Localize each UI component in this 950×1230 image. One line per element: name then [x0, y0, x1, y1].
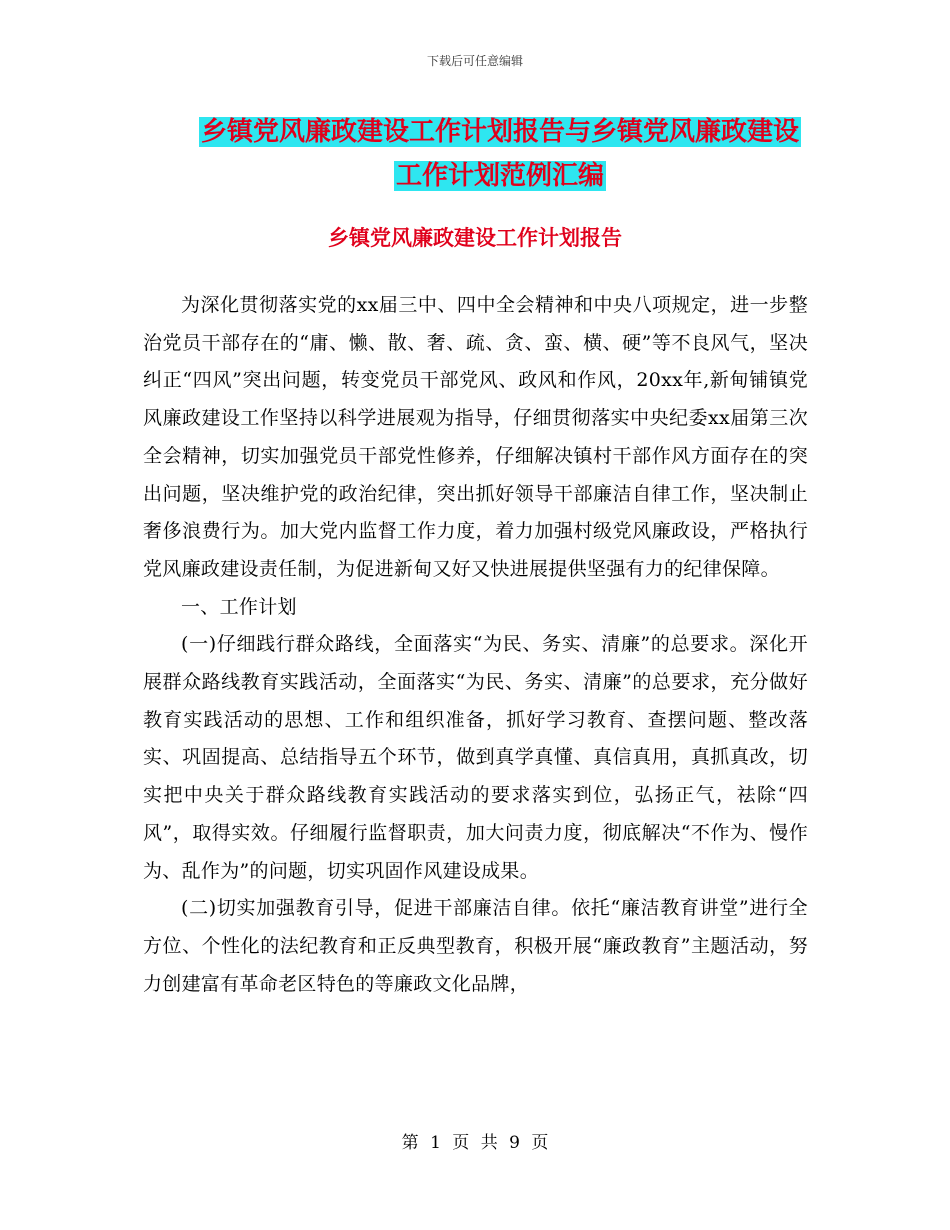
document-body	[143, 287, 808, 1003]
heading-work-plan: 一、工作计划	[181, 595, 297, 618]
section-title: 乡镇党风廉政建设工作计划报告	[328, 225, 622, 250]
paragraph-intro: 为深化贯彻落实党的xx届三中、四中全会精神和中央八项规定，进一步整治党员干部存在的“庸、懒、散、奢、疏、贪、蛮、横、硬”等不良风气，坚决纠正“四风”突出问题，转变党员干部党风、政风和作风，20xx年,新甸铺镇党风廉政建设工作坚持以科学进展观为指导，仔细贯彻落实中央纪委xx届第三次全会精神，切实加强党员干部党性修养，仔细解决镇村干部作风方面存在的突出问题，坚决维护党的政治纪律，突出抓好领导干部廉洁自律工作，坚决制止奢侈浪费行为。加大党内监督工作力度，着力加强村级党风廉政设，严格执行党风廉政建设责任制，为促进新甸又好又快进展提供坚强有力的纪律保障。	[143, 294, 808, 580]
document-title-line-2: 工作计划范例汇编	[395, 161, 604, 191]
document-title	[190, 110, 810, 198]
paragraph-item-1: (一)仔细践行群众路线，全面落实“为民、务实、清廉”的总要求。深化开展群众路线教育实践活动，全面落实“为民、务实、清廉”的总要求，充分做好教育实践活动的思想、工作和组织准备，抓好学习教育、查摆问题、整改落实、巩固提高、总结指导五个环节，做到真学真懂、真信真用，真抓真改，切实把中央关于群众路线教育实践活动的要求落实到位，弘扬正气，祛除“四风”，取得实效。仔细履行监督职责，加大问责力度，彻底解决“不作为、慢作为、乱作为”的问题，切实巩固作风建设成果。	[143, 633, 808, 882]
header-note: 下载后可任意编辑	[426, 54, 523, 68]
document-title-line-1: 乡镇党风廉政建设工作计划报告与乡镇党风廉政建设	[200, 117, 799, 147]
paragraph-item-2: (二)切实加强教育引导，促进干部廉洁自律。依托“廉洁教育讲堂”进行全方位、个性化的法纪教育和正反典型教育，积极开展“廉政教育”主题活动，努力创建富有革命老区特色的等廉政文化品牌，	[143, 897, 808, 995]
page-number-footer: 第 1 页 共 9 页	[401, 1133, 549, 1153]
